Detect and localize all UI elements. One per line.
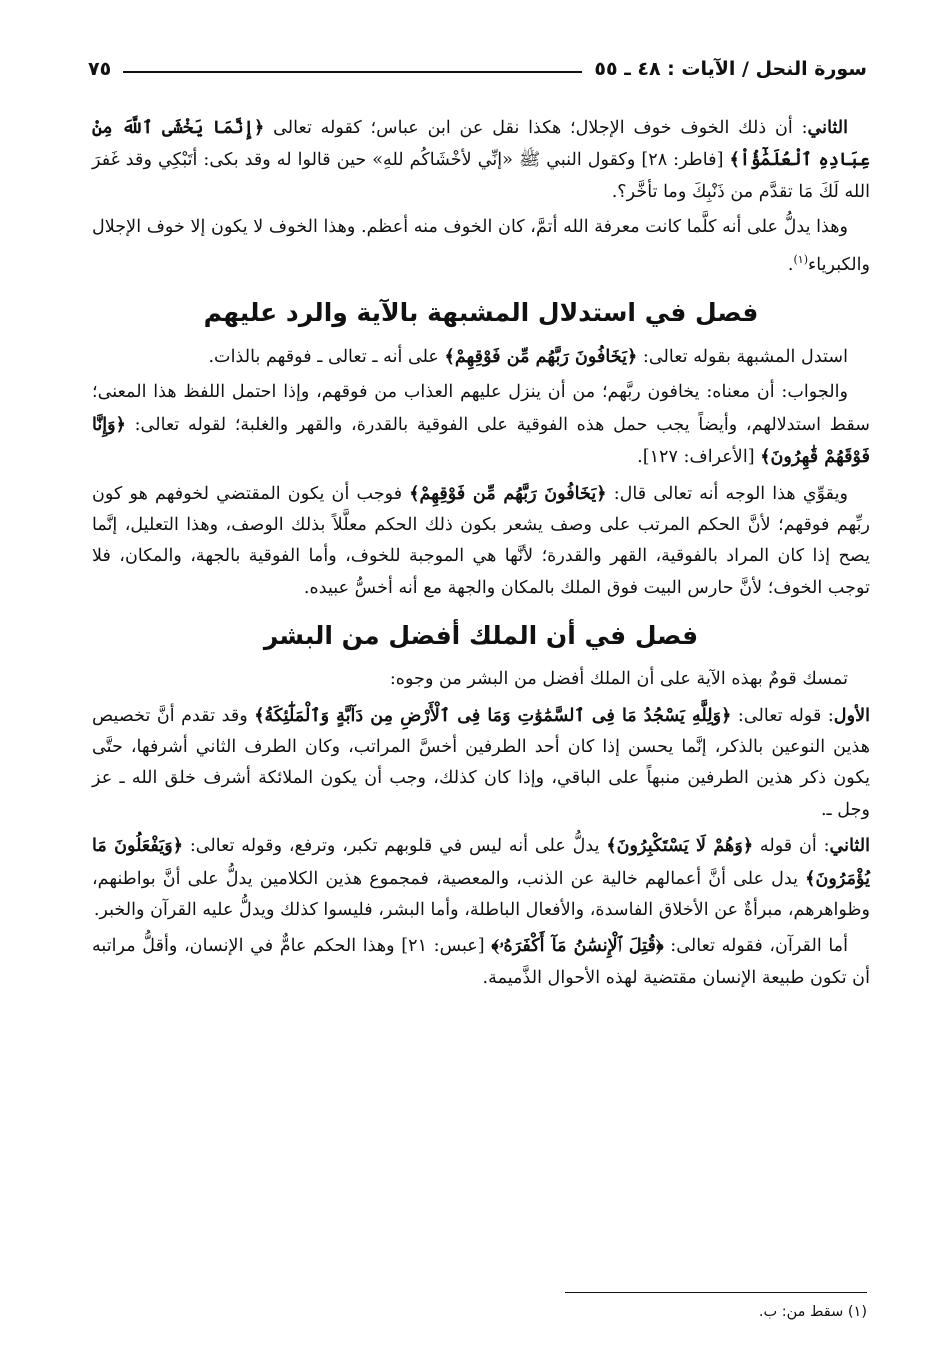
body-text [92, 112, 870, 998]
header-rule [123, 71, 582, 73]
section-heading: فصل في استدلال المشبهة بالآية والرد عليهم [203, 297, 759, 327]
paragraph-anthropomorphist-claim [92, 341, 870, 373]
paragraph-text: وقد تقدم أنَّ تخصيص هذين النوعين بالذكر، إنَّما يحسن إذا كان أحد الطرفين أخسَّ المراتب، وكان الطرف الثاني أشرفها، حتَّى يكون ذكر هذين الطرفين منبهاً على الباقي، وإذا كان كذلك، وجب أن يكون الملائكة أشرف خلق الله ـ عز وجل ـ. [92, 705, 870, 820]
running-header [88, 40, 867, 80]
paragraph-fear-reverence [92, 212, 870, 281]
paragraph-text: والجواب: أن معناه: يخافون ربَّهم؛ من أن ينزل عليهم العذاب من فوقهم، وإذا احتمل اللفظ هذا المعنى؛ سقط استدلالهم، وأيضاً يجب حمل هذه الفوقية على الفوقية بالقدرة، والقهر والغلبة؛ لقوله تعالى: [92, 382, 870, 435]
paragraph-second-aspect [92, 830, 870, 926]
paragraph-text: تمسك قومٌ بهذه الآية على أن الملك أفضل من البشر من وجوه: [389, 669, 848, 690]
page-number: ٧٥ [88, 58, 112, 80]
paragraph-text: : قوله تعالى: [731, 705, 834, 726]
footnote-rule [565, 1292, 867, 1293]
quran-verse: ﴿وَإِنَّا فَوْقَهُمْ قَٰهِرُونَ﴾ [92, 413, 870, 468]
footnote-marker[interactable]: (١) [793, 252, 808, 266]
quran-verse: ﴿وَيَفْعَلُونَ مَا يُؤْمَرُونَ﴾ [92, 835, 870, 889]
paragraph-text: استدل المشبهة بقوله تعالى: [637, 346, 848, 367]
paragraph-text: يدلُّ على أنه ليس في قلوبهم تكبر، وترفع، وقوله تعالى: [183, 836, 607, 857]
paragraph-quran-evidence [92, 930, 870, 994]
quran-verse: ﴿يَخَافُونَ رَبَّهُم مِّن فَوْقِهِمْ﴾ [444, 345, 638, 367]
paragraph-text: ويقوِّي هذا الوجه أنه تعالى قال: [606, 483, 848, 504]
quran-verse: ﴿وَهُمْ لَا يَسْتَكْبِرُونَ﴾ [606, 835, 754, 857]
paragraph-text: [فاطر: ٢٨] وكقول النبي ﷺ «إنِّي لأخْشَاكُم للهِ» حين قالوا له وقد بكى: أتَبْكِي وقد غَفرَ الله لَكَ مَا تقدَّم من ذَنْبِكَ وما تأخَّر؟. [92, 150, 870, 202]
quran-verse: ﴿إِنَّمَا يَخْشَى ٱللَّهَ مِنْ عِبَادِهِ ٱلْعُلَمَٰٓؤُاْ﴾ [92, 117, 871, 171]
paragraph-text: يدل على أنَّ أعمالهم خالية عن الذنب، والمعصية، فمجموع هذين الكلامين يدلُّ على أنَّ بواطنهم، وظواهرهم، مبرأةٌ عن الأخلاق الفاسدة، والأفعال الباطلة، وأما البشر، فليسوا كذلك ويدلُّ عليه القرآن والخبر. [92, 868, 870, 920]
footnote: (١) سقط من: ب. [758, 1304, 867, 1320]
quran-verse: ﴿وَلِلَّهِ يَسْجُدُ مَا فِى ٱلسَّمَٰوَٰتِ وَمَا فِى ٱلْأَرْضِ مِن دَآبَّةٍ وَٱلْمَلَٰٓئِكَةُ﴾ [254, 704, 732, 726]
paragraph-text: : أن قوله [753, 836, 830, 857]
chapter-title: سورة النحل / الآيات : ٤٨ ـ ٥٥ [594, 58, 867, 80]
paragraph-text: . [787, 254, 794, 275]
paragraph-intro [92, 664, 870, 695]
paragraph-lead: الثاني [829, 835, 870, 857]
paragraph-first-aspect [92, 700, 870, 827]
paragraph-second-meaning [92, 112, 870, 208]
paragraph-text: على أنه ـ تعالى ـ فوقهم بالذات. [208, 346, 445, 367]
paragraph-answer [92, 377, 870, 473]
paragraph-text: أما القرآن، فقوله تعالى: [663, 936, 848, 957]
paragraph-text: : أن ذلك الخوف خوف الإجلال؛ هكذا نقل عن ابن عباس؛ كقوله تعالى [264, 118, 808, 138]
paragraph-lead: الأول [833, 704, 870, 726]
section-heading: فصل في أن الملك أفضل من البشر [263, 621, 699, 651]
paragraph-text: [عبس: ٢١] وهذا الحكم عامٌّ في الإنسان، وأقلُّ مراتبه أن تكون طبيعة الإنسان مقتضية لهذه الأحوال الذَّميمة. [92, 936, 870, 988]
paragraph-text: فوجب أن يكون المقتضي لخوفهم هو كون ربِّهم فوقهم؛ لأنَّ الحكم المرتب على وصف يشعر بكون ذلك الحكم معلَّلاً بذلك الوصف، وهذا التعليل، إنَّما يصح إذا كان المراد بالفوقية، القهر والقدرة؛ لأنَّها هي الموجبة للخوف، وأما الفوقية بالجهة، والمكان، فلا توجب الخوف؛ لأنَّ حارس البيت فوق الملك بالمكان والجهة مع أنه أخسُّ عبيده. [92, 483, 870, 598]
quran-verse: ﴿يَخَافُونَ رَبَّهُم مِّن فَوْقِهِمْ﴾ [409, 482, 607, 504]
paragraph-lead: الثاني [807, 117, 848, 138]
quran-verse: ﴿قُتِلَ ٱلْإِنسَٰنُ مَآ أَكْفَرَهُۥ﴾ [491, 935, 664, 957]
paragraph-text: [الأعراف: ١٢٧]. [637, 447, 761, 468]
paragraph-reinforcement [92, 478, 870, 605]
paragraph-text: وهذا يدلُّ على أنه كلَّما كانت معرفة الله أتمَّ، كان الخوف منه أعظم. وهذا الخوف لا يكون إلا خوف الإجلال والكبرياء [92, 217, 870, 275]
